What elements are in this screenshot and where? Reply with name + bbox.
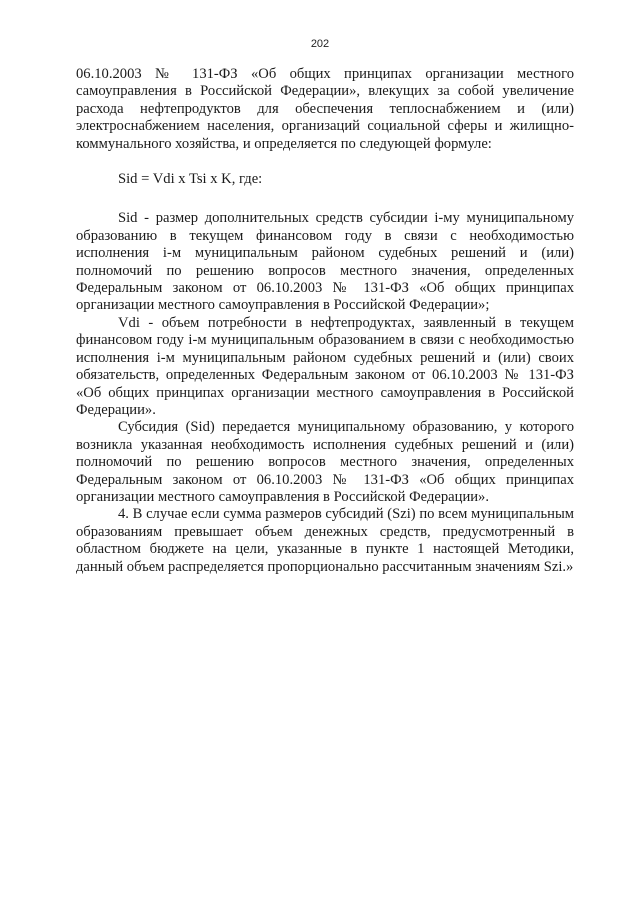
- paragraph-sid-definition: Sid - размер дополнительных средств субсидии i-му муниципальному образованию в текущем финансовом году в связи с необходимостью исполнения i-м муниципальным районом судебных решений и (или) полномочий по решению вопросов местного значения, определенных Федеральным законом от 06.10.2003 № 131-ФЗ «Об общих принципах организации местного самоуправления в Российской Федерации»;: [76, 210, 574, 314]
- paragraph-subsidy-transfer: Субсидия (Sid) передается муниципальному образованию, у которого возникла указанная необходимость исполнения судебных решений и (или) полномочий по решению вопросов местного значения, определенных Федеральным законом от 06.10.2003 № 131-ФЗ «Об общих принципах организации местного самоуправления в Российской Федерации».: [76, 419, 574, 505]
- formula: Sid = Vdi x Tsi x K, где:: [118, 171, 263, 188]
- page-number: 202: [310, 38, 330, 50]
- paragraph-item-4: 4. В случае если сумма размеров субсидий (Szi) по всем муниципальным образованиям превышает объем денежных средств, предусмотренный в областном бюджете на цели, указанные в пункте 1 настоящей Методики, данный объем распределяется пропорционально рассчитанным значениям Szi.»: [76, 506, 574, 575]
- paragraph-continuation: 06.10.2003 № 131-ФЗ «Об общих принципах организации местного самоуправления в Российской Федерации», влекущих за собой увеличение расхода нефтепродуктов для обеспечения теплоснабжением и (или) электроснабжением населения, организаций социальной сферы и жилищно-коммунального хозяйства, и определяется по следующей формуле:: [76, 66, 574, 152]
- paragraph-vdi-definition: Vdi - объем потребности в нефтепродуктах, заявленный в текущем финансовом году i-м муниципальным образованием в связи с необходимостью исполнения i-м муниципальным районом судебных решений и (или) своих обязательств, определенных Федеральным законом от 06.10.2003 № 131-ФЗ «Об общих принципах организации местного самоуправления в Российской Федерации».: [76, 314, 574, 418]
- document-body: [76, 66, 574, 576]
